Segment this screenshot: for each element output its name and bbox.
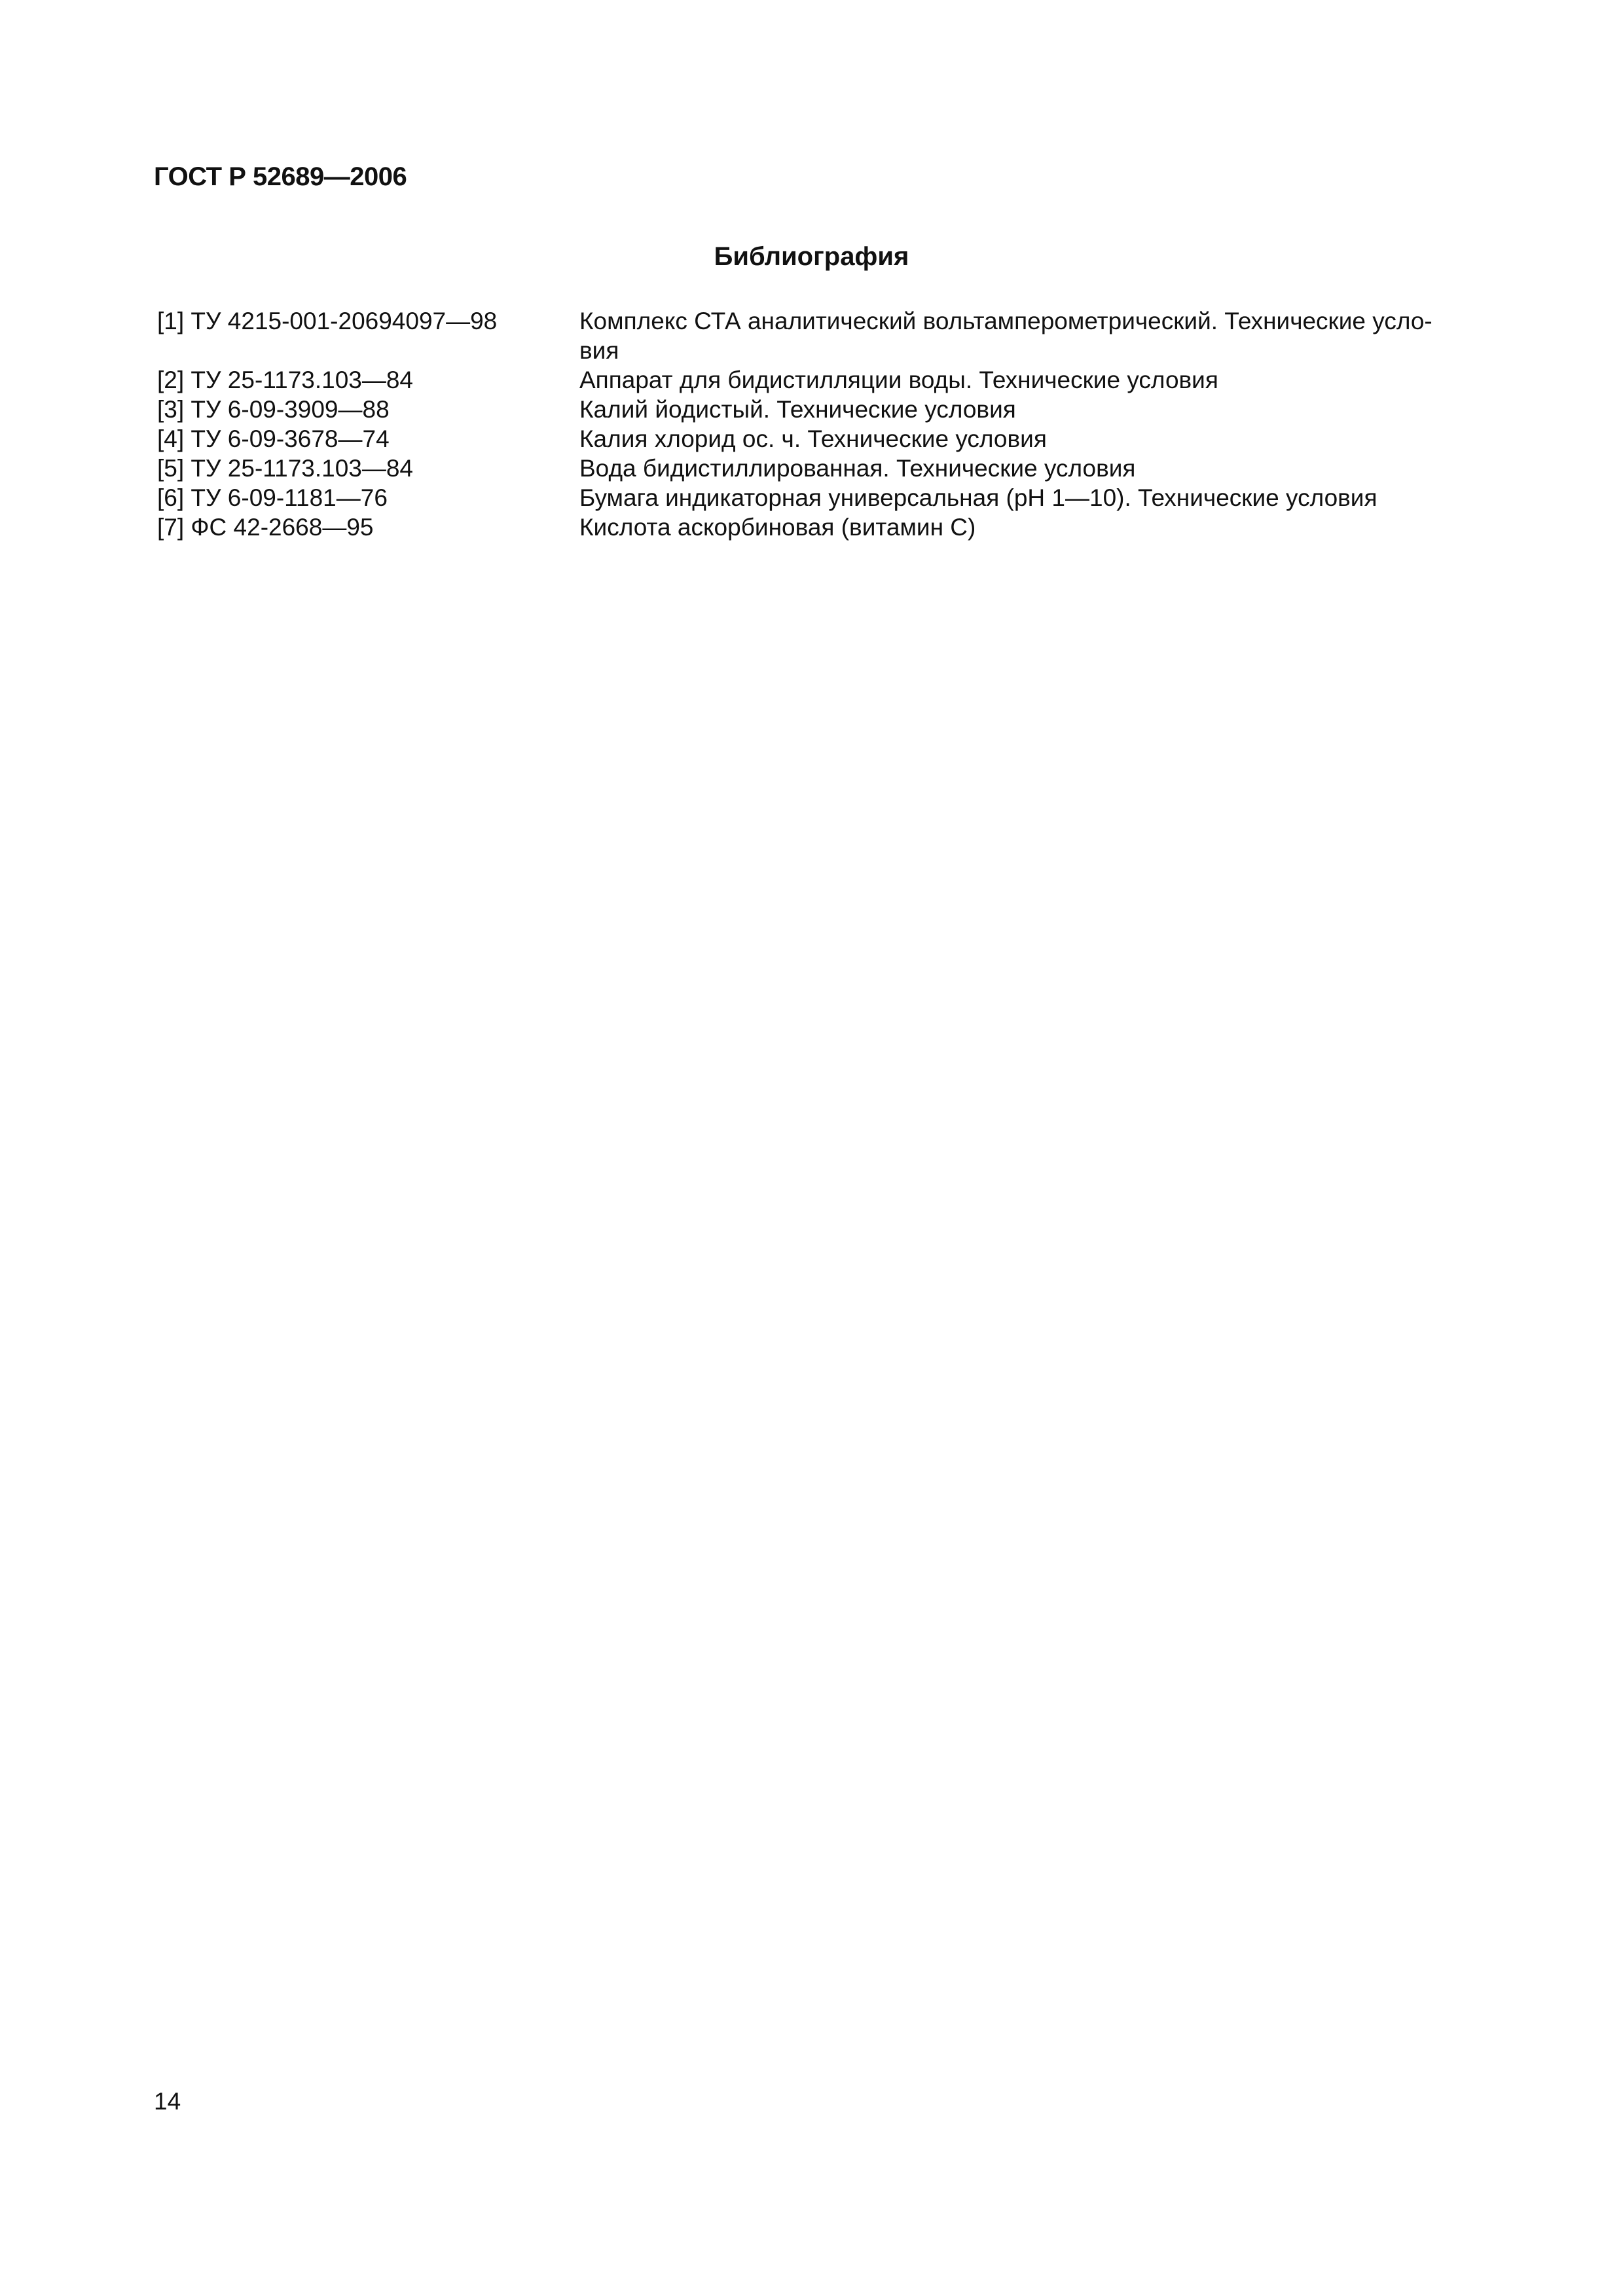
page-number: 14 (154, 2088, 181, 2115)
bibliography-reference: [2] ТУ 25-1173.103—84 (157, 367, 414, 393)
bibliography-title: Бумага индикаторная универсальная (рН 1—10). Технические условия (579, 484, 1377, 511)
bibliography-reference: [1] ТУ 4215-001-20694097—98 (157, 308, 498, 334)
bibliography-reference: [4] ТУ 6-09-3678—74 (157, 425, 390, 452)
bibliography-title: Калий йодистый. Технические условия (579, 396, 1016, 423)
document-code: ГОСТ Р 52689—2006 (154, 162, 407, 191)
section-title: Библиография (714, 242, 909, 271)
bibliography-title: Калия хлорид ос. ч. Технические условия (579, 425, 1047, 452)
bibliography-reference: [6] ТУ 6-09-1181—76 (157, 484, 388, 511)
bibliography-list (157, 306, 1473, 542)
bibliography-title: Кислота аскорбиновая (витамин С) (579, 514, 976, 541)
bibliography-reference: [3] ТУ 6-09-3909—88 (157, 396, 390, 423)
bibliography-entry (157, 424, 1473, 454)
bibliography-entry (157, 512, 1473, 542)
bibliography-entry (157, 483, 1473, 512)
bibliography-title: Комплекс СТА аналитический вольтамперометрический. Технические усло- вия (579, 308, 1432, 364)
bibliography-title: Аппарат для бидистилляции воды. Технические условия (579, 367, 1218, 393)
bibliography-entry (157, 454, 1473, 483)
bibliography-entry (157, 395, 1473, 424)
bibliography-reference: [5] ТУ 25-1173.103—84 (157, 455, 414, 482)
bibliography-entry (157, 306, 1473, 365)
bibliography-reference: [7] ФС 42-2668—95 (157, 514, 374, 541)
bibliography-title: Вода бидистиллированная. Технические условия (579, 455, 1136, 482)
bibliography-entry (157, 365, 1473, 395)
